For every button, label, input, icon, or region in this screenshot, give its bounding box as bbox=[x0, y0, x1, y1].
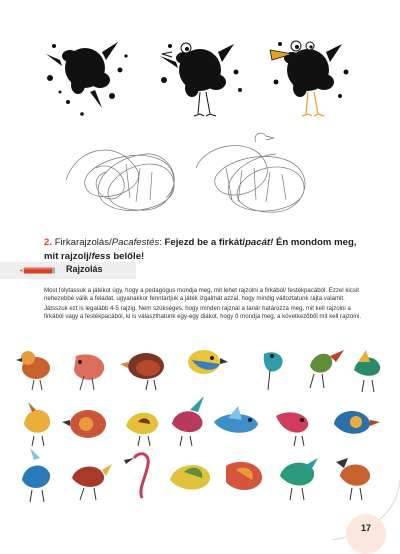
bird-drawing bbox=[280, 458, 318, 500]
bird-drawing bbox=[22, 448, 50, 502]
section-title-part: Firkarajzolás/ bbox=[54, 237, 112, 248]
bird-drawing bbox=[62, 410, 106, 438]
bird-drawing bbox=[24, 402, 50, 446]
bird-drawing bbox=[264, 352, 283, 390]
bird-drawing bbox=[310, 350, 344, 388]
bird-drawing bbox=[172, 396, 204, 446]
bird-drawing bbox=[188, 350, 228, 374]
bird-drawing bbox=[226, 462, 262, 490]
activity-label: Rajzolás bbox=[66, 264, 103, 274]
bird-drawing bbox=[74, 354, 104, 390]
scribble-right bbox=[196, 146, 305, 213]
bird-drawing bbox=[170, 465, 210, 489]
bird-drawing bbox=[214, 406, 258, 433]
section-title-bold: Én mondom meg, mit rajzolj/ bbox=[44, 237, 357, 262]
pencil-icon bbox=[20, 266, 56, 275]
ink-blot-bird-illustration bbox=[40, 30, 360, 130]
bird-drawing bbox=[334, 411, 380, 434]
page-number-badge bbox=[346, 514, 386, 554]
section-title-part: : bbox=[159, 237, 165, 248]
section-title-part: Pacafestés bbox=[111, 237, 160, 248]
bird-drawing bbox=[120, 353, 164, 390]
body-paragraph: Most folytassuk a játékot úgy, hogy a pedagógus mondja meg, mit lehet rajzolni a firkából/ festékpacából. Ezzel kicsit nehezebbé válik a feladat, ugyanakkor fenntartjuk a játék izgalmát azzal, hogy mindig változtatunk rajta valamit. bbox=[44, 287, 359, 303]
page-number: 17 bbox=[360, 523, 371, 533]
section-heading bbox=[44, 236, 364, 264]
scribble-right-bird-head bbox=[255, 133, 274, 142]
scribble-left bbox=[66, 150, 174, 210]
ink-blot-bird-sketch bbox=[160, 43, 242, 116]
bird-drawing bbox=[124, 454, 148, 498]
ink-blot-bird-colored bbox=[270, 41, 349, 116]
bird-drawing bbox=[16, 351, 50, 390]
body-paragraph: Játsszuk ezt is legalább 4-5 rajzig. Nem szükséges, hogy minden rajznál a tanár határozza meg, mit kell rajzolni a firkából vagy a festékpacából, ki is választhatunk egy-egy diákot, hogy ő mondja meg, a következőből mit kell rajzolni. bbox=[44, 304, 362, 321]
section-number: 2. bbox=[44, 237, 53, 248]
bird-drawing bbox=[354, 350, 380, 392]
ink-blot-plain bbox=[46, 42, 128, 116]
bird-drawing bbox=[126, 413, 158, 446]
section-title-bold: belőle! bbox=[110, 251, 145, 262]
section-title-bold: fess bbox=[91, 251, 111, 262]
section-title-bold: Fejezd be a firkát/ bbox=[164, 237, 246, 248]
bird-drawing bbox=[72, 464, 112, 500]
body-text bbox=[44, 287, 364, 323]
section-title-bold: pacát! bbox=[245, 237, 274, 248]
scribble-illustration bbox=[56, 128, 346, 226]
bird-drawing bbox=[276, 412, 308, 446]
